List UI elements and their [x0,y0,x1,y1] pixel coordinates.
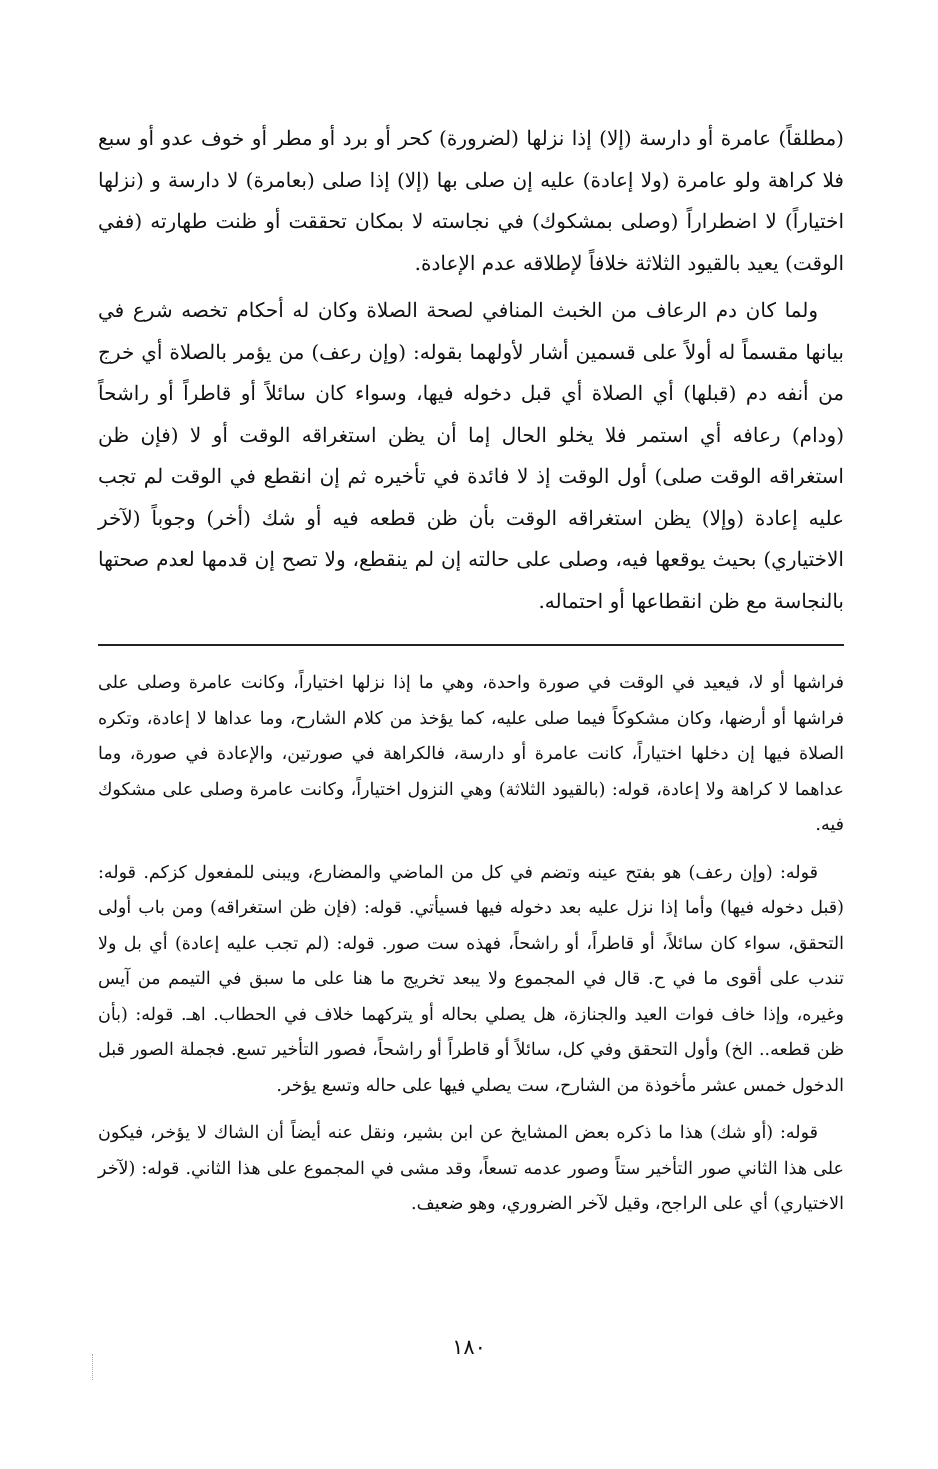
page-number: ١٨٠ [452,1335,486,1359]
main-text [98,118,844,622]
footnotes [98,666,844,1223]
page-content [98,118,844,1223]
main-paragraph-1: (مطلقاً) عامرة أو دارسة (إلا) إذا نزلها (لضرورة) كحر أو برد أو مطر أو خوف عدو أو سبع فلا كراهة ولو عامرة (ولا إعادة) عليه إن صلى بها (إلا) إذا صلى (بعامرة) لا دارسة و (نزلها اختياراً) لا اضطراراً (وصلى بمشكوك) في نجاسته لا بمكان تحققت أو ظنت طهارته (ففي الوقت) يعيد بالقيود الثلاثة خلافاً لإطلاقه عدم الإعادة. [98,126,845,275]
scan-edge-mark [92,1354,94,1380]
footnote-paragraph-2: قوله: (وإن رعف) هو بفتح عينه وتضم في كل من الماضي والمضارع، ويبنى للمفعول كزكم. قوله: (قبل دخوله فيها) وأما إذا نزل عليه بعد دخوله فيها فسيأتي. قوله: (فإن ظن استغراقه) ومن باب أولى التحقق، سواء كان سائلاً، أو قاطراً، أو راشحاً، فهذه ست صور. قوله: (لم تجب عليه إعادة) أي بل ولا تندب على أقوى ما في ح. قال في المجموع ولا يبعد تخريج ما هنا على ما سبق في التيمم من آيس وغيره، وإذا خاف فوات العيد والجنازة، هل يصلي بحاله أو يتركهما خلاف في الحطاب. اهـ. قوله: (بأن ظن قطعه.. الخ) وأول التحقق وفي كل، سائلاً أو قاطراً أو راشحاً، فصور التأخير تسع. فجملة الصور قبل الدخول خمس عشر مأخوذة من الشارح، ست يصلي فيها على حاله وتسع يؤخر. [98,862,844,1096]
footnote-separator [98,644,844,646]
main-paragraph-2: ولما كان دم الرعاف من الخبث المنافي لصحة الصلاة وكان له أحكام تخصه شرع في بيانها مقسماً له أولاً على قسمين أشار لأولهما بقوله: (وإن رعف) من يؤمر بالصلاة أي خرج من أنفه دم (قبلها) أي الصلاة أي قبل دخوله فيها، وسواء كان سائلاً أو قاطراً أو راشحاً (ودام) رعافه أي استمر فلا يخلو الحال إما أن يظن استغراقه الوقت أو لا (فإن ظن استغراقه الوقت صلى) أول الوقت إذ لا فائدة في تأخيره ثم إن انقطع في الوقت لم تجب عليه إعادة (وإلا) يظن استغراقه الوقت بأن ظن قطعه فيه أو شك (أخر) وجوباً (لآخر الاختياري) بحيث يوقعها فيه، وصلى على حالته إن لم ينقطع، ولا تصح إن قدمها لعدم صحتها بالنجاسة مع ظن انقطاعها أو احتماله. [98,298,844,613]
footnote-paragraph-3: قوله: (أو شك) هذا ما ذكره بعض المشايخ عن ابن بشير، ونقل عنه أيضاً أن الشاك لا يؤخر، فيكون على هذا الثاني صور التأخير ستاً وصور عدمه تسعاً، وقد مشى في المجموع على هذا الثاني. قوله: (لآخر الاختياري) أي على الراجح، وقيل لآخر الضروري، وهو ضعيف. [98,1123,844,1214]
footnote-paragraph-1: فراشها أو لا، فيعيد في الوقت في صورة واحدة، وهي ما إذا نزلها اختياراً، وكانت عامرة وصلى على فراشها أو أرضها، وكان مشكوكاً فيما صلى عليه، كما يؤخذ من كلام الشارح، وما عداها لا إعادة، وتكره الصلاة فيها إن دخلها اختياراً، كانت عامرة أو دارسة، فالكراهة في صورتين، والإعادة في صورة، وما عداهما لا كراهة ولا إعادة، قوله: (بالقيود الثلاثة) وهي النزول اختياراً، وكانت عامرة وصلى على مشكوك فيه. [98,673,844,835]
